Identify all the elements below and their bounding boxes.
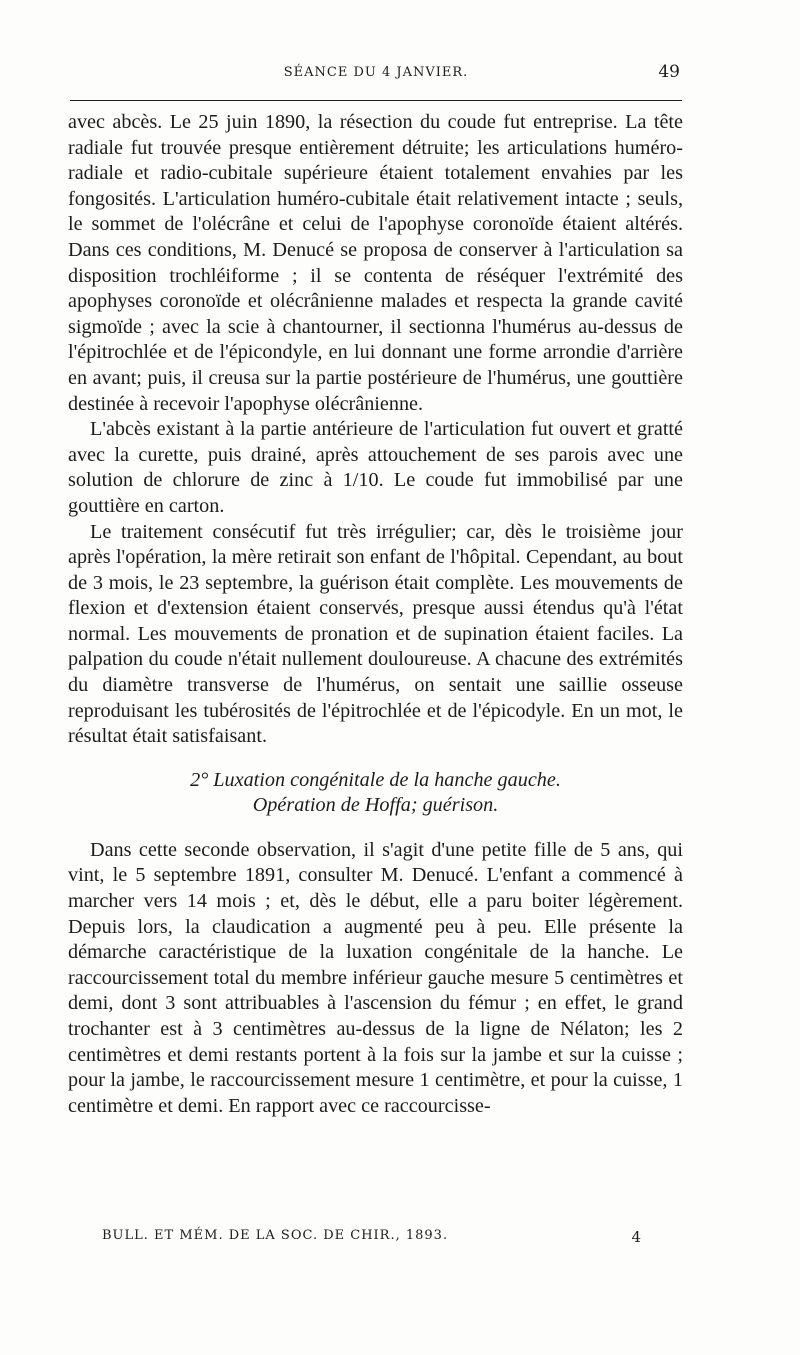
- paragraph-2: L'abcès existant à la partie antérieure de l'articulation fut ouvert et gratté avec la curette, puis drainé, après attouchement de ses parois avec une solution de chlorure de zinc à 1/10. Le coude fut immobilisé par une gouttière en carton.: [68, 418, 683, 517]
- section-title: [68, 768, 683, 818]
- page-footer: [102, 1228, 642, 1250]
- page-number: 49: [658, 62, 680, 82]
- section-paragraph: Dans cette seconde observation, il s'agit d'une petite fille de 5 ans, qui vint, le 5 septembre 1891, consulter M. Denucé. L'enfant a commencé à marcher vers 14 mois ; et, dès le début, elle a paru boiter légèrement. Depuis lors, la claudication a augmenté peu à peu. Elle présente la démarche caractéristique de la luxation congénitale de la hanche. Le raccourcissement total du membre inférieur gauche mesure 5 centimètres et demi, dont 3 sont attribuables à l'ascension du fémur ; en effet, le grand trochanter est à 3 centimètres au-dessus de la ligne de Nélaton; les 2 centimètres et demi restants portent à la fois sur la jambe et sur la cuisse ; pour la jambe, le raccourcissement mesure 1 centimètre, et pour la cuisse, 1 centimètre et demi. En rapport avec ce raccourcisse-: [68, 838, 683, 1117]
- page-header: [70, 62, 682, 88]
- header-rule: [70, 100, 682, 101]
- signature-text: BULL. ET MÉM. DE LA SOC. DE CHIR., 1893.: [102, 1228, 449, 1243]
- signature-number: 4: [631, 1228, 642, 1246]
- section-title-line-2: Opération de Hoffa; guérison.: [252, 793, 499, 816]
- paragraph-3: Le traitement consécutif fut très irrégulier; car, dès le troisième jour après l'opération, la mère retirait son enfant de l'hôpital. Cependant, au bout de 3 mois, le 23 septembre, la guérison était complète. Les mouvements de flexion et d'extension étaient conservés, presque aussi étendus qu'à l'état normal. Les mouvements de pronation et de supination étaient faciles. La palpation du coude n'était nullement douloureuse. A chacune des extrémités du diamètre transverse de l'humérus, on sentait une saillie osseuse reproduisant les tubérosités de l'épitrochlée et de l'épicodyle. En un mot, le résultat était satisfaisant.: [68, 520, 683, 748]
- section-title-line-1: 2° Luxation congénitale de la hanche gauche.: [190, 768, 561, 791]
- paragraph-1: avec abcès. Le 25 juin 1890, la résection du coude fut entreprise. La tête radiale fut trouvée presque entièrement détruite; les articulations huméro-radiale et radio-cubitale supérieure étaient totalement envahies par les fongosités. L'articulation huméro-cubitale était relativement intacte ; seuls, le sommet de l'olécrâne et celui de l'apophyse coronoïde étaient altérés. Dans ces conditions, M. Denucé se proposa de conserver à l'articulation sa disposition trochléiforme ; il se contenta de réséquer l'extrémité des apophyses coronoïde et olécrânienne malades et respecta la grande cavité sigmoïde ; avec la scie à chantourner, il sectionna l'humérus au-dessus de l'épitrochlée et de l'épicondyle, en lui donnant une forme arrondie d'arrière en avant; puis, il creusa sur la partie postérieure de l'humérus, une gouttière destinée à recevoir l'apophyse olécrânienne.: [68, 111, 683, 415]
- running-title: SÉANCE DU 4 JANVIER.: [283, 65, 469, 80]
- body-text: [68, 110, 683, 1119]
